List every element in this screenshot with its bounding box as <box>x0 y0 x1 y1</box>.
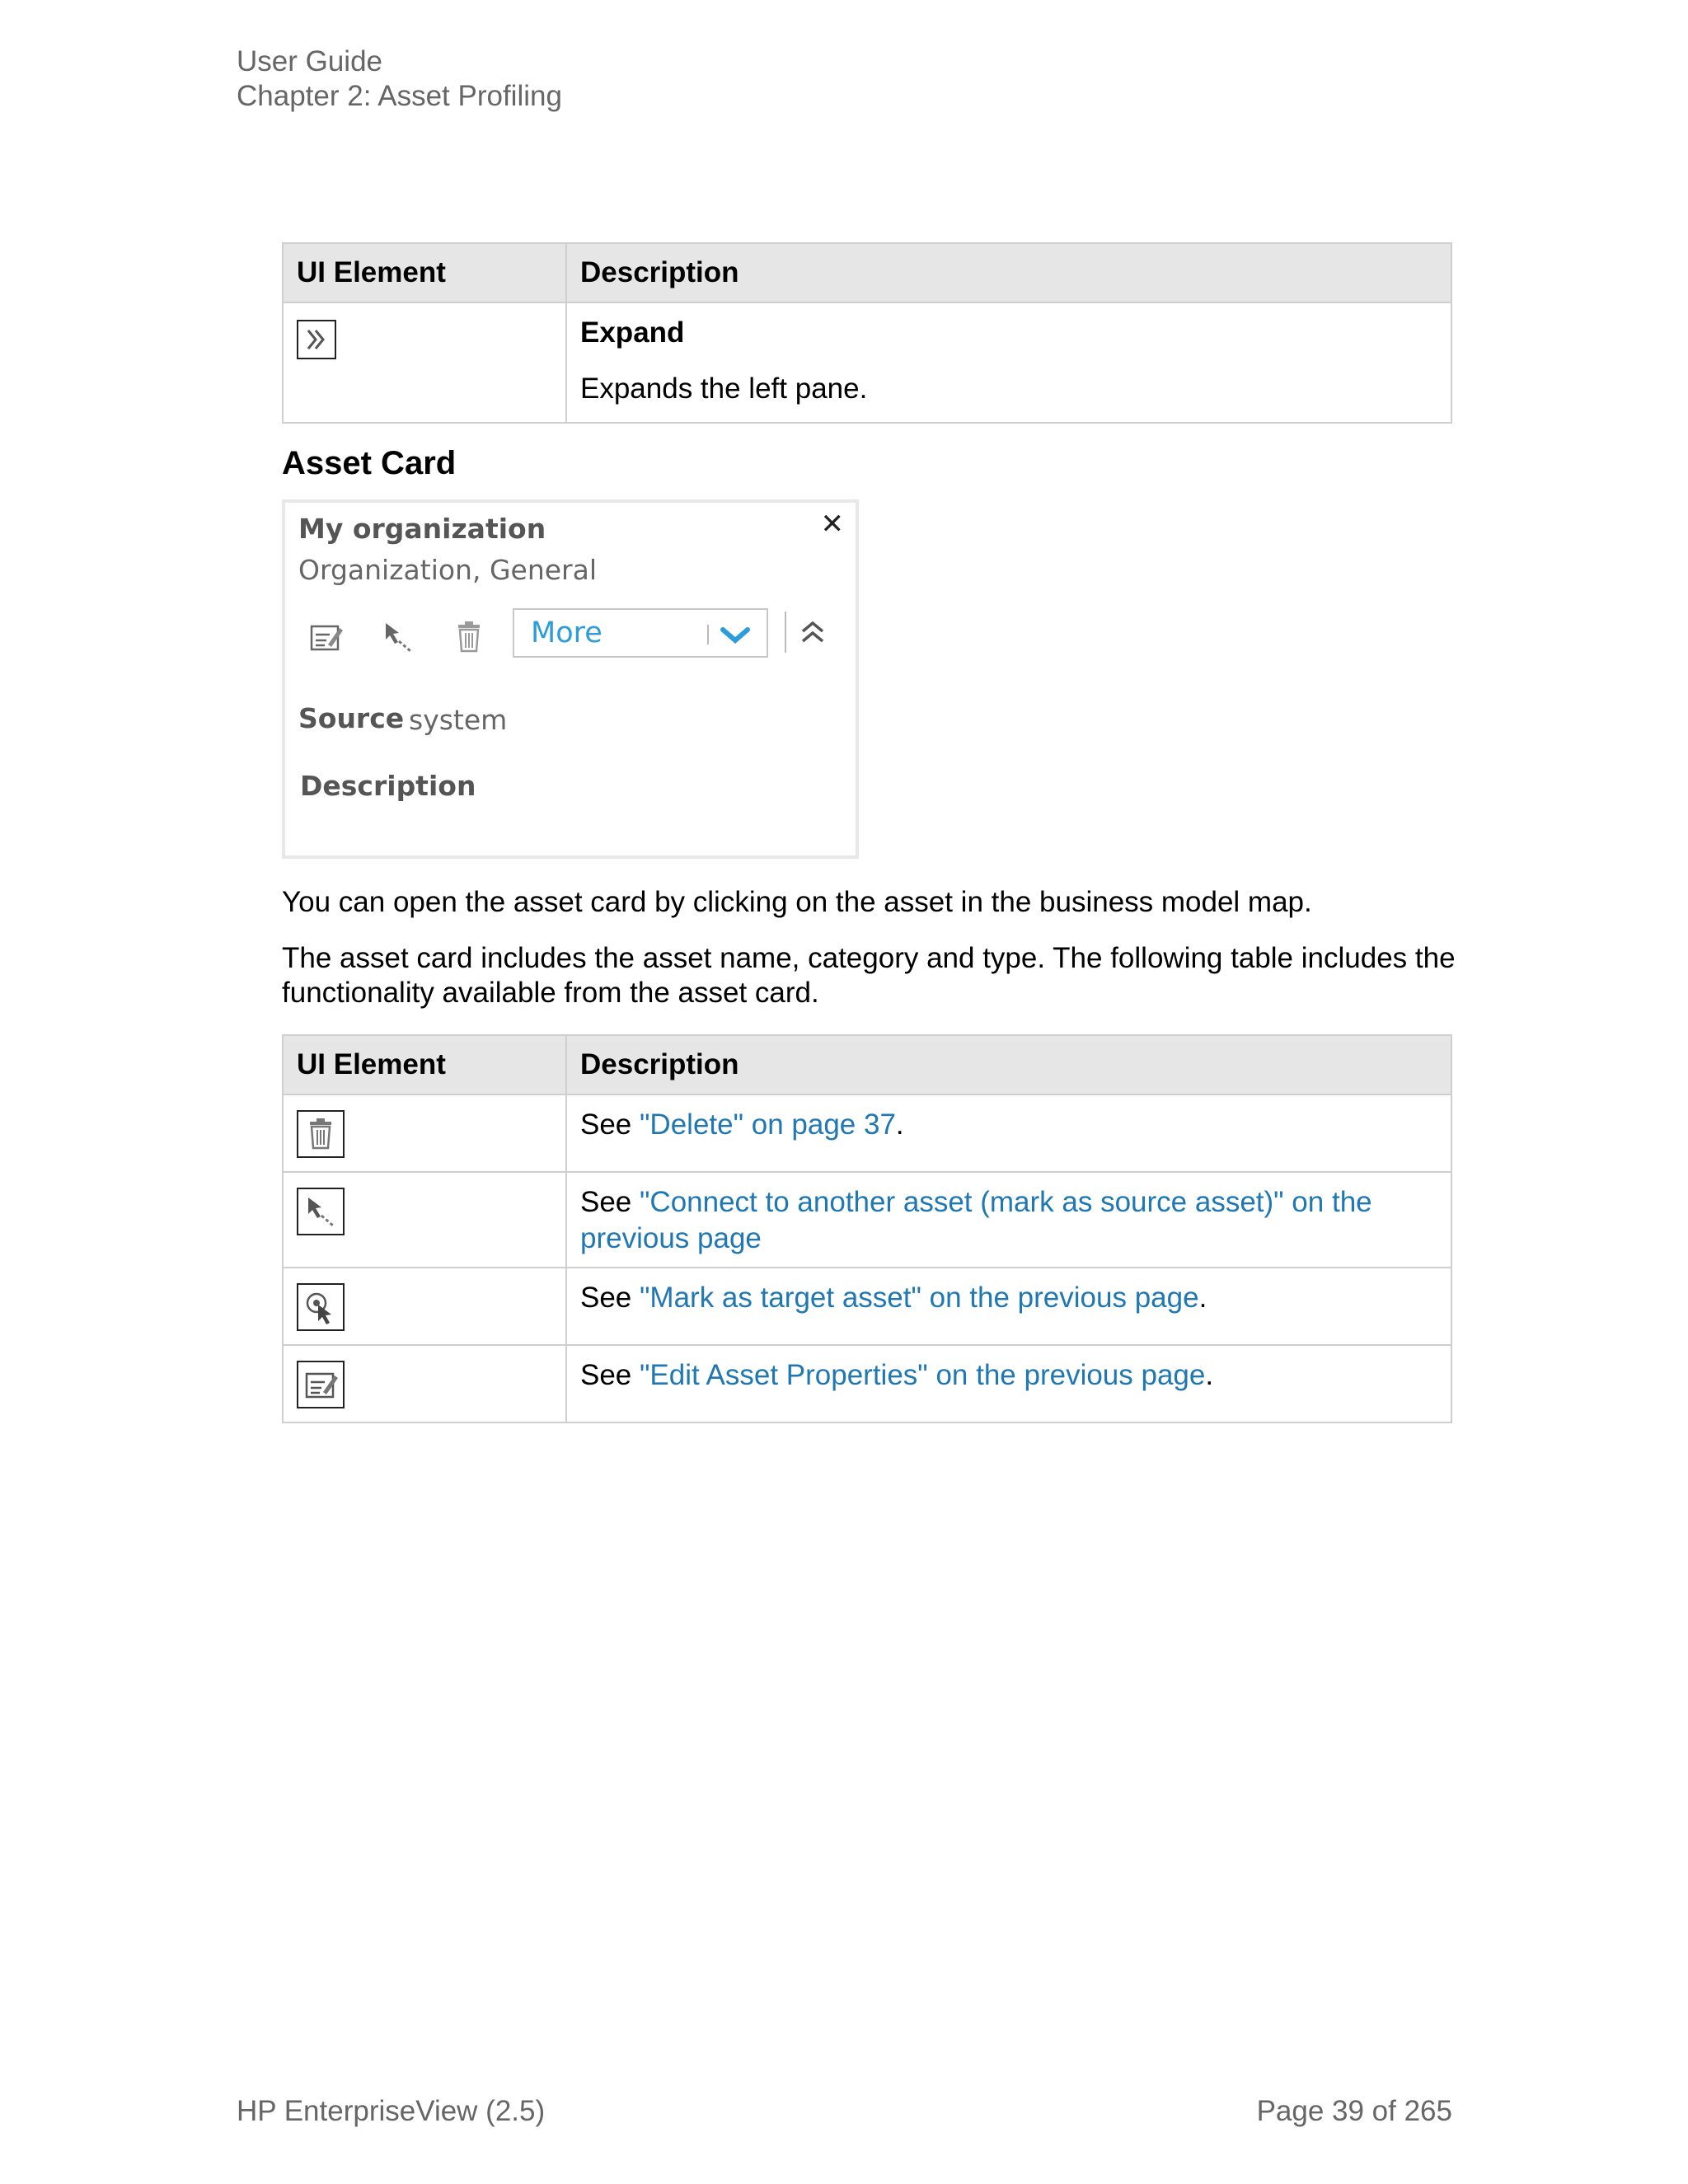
asset-card <box>282 499 859 859</box>
table-row <box>283 302 1451 423</box>
asset-card-functions-table <box>282 1034 1452 1423</box>
col-header-ui-element: UI Element <box>283 243 566 302</box>
header-chapter: Chapter 2: Asset Profiling <box>237 80 562 112</box>
more-label: More <box>531 616 603 649</box>
description-label: Description <box>300 770 476 802</box>
col-header-ui-element: UI Element <box>283 1035 566 1094</box>
source-label: Source <box>298 702 405 734</box>
delete-icon[interactable] <box>448 616 490 658</box>
connect-source-icon[interactable] <box>377 616 419 658</box>
connect-source-icon <box>297 1188 345 1235</box>
paragraph: The asset card includes the asset name, category and type. The following table includes the functionality available from the asset card. <box>282 942 1456 1009</box>
paragraph: You can open the asset card by clicking on the asset in the business model map. <box>282 886 1312 918</box>
table-row: See "Delete" on page 37. <box>283 1094 1451 1172</box>
header-doc-title: User Guide <box>237 45 383 77</box>
collapse-up-icon[interactable] <box>796 616 829 653</box>
running-header <box>237 45 562 114</box>
link-mark-as-target[interactable]: "Mark as target asset" on the previous page <box>640 1282 1199 1314</box>
edit-properties-icon <box>297 1361 345 1408</box>
link-connect-to-another-asset[interactable]: "Connect to another asset (mark as source asset)" on the previous page <box>580 1186 1372 1254</box>
table-row: See "Mark as target asset" on the previous page. <box>283 1268 1451 1345</box>
table-row: See "Edit Asset Properties" on the previous page. <box>283 1345 1451 1422</box>
delete-icon <box>297 1110 345 1158</box>
mark-target-icon <box>297 1283 345 1331</box>
col-header-description: Description <box>566 1035 1451 1094</box>
section-title: Asset Card <box>282 445 457 481</box>
asset-name: My organization <box>298 513 546 545</box>
col-header-description: Description <box>566 243 1451 302</box>
source-value: system <box>409 704 508 736</box>
more-dropdown[interactable] <box>513 608 768 658</box>
asset-category: Organization, General <box>298 554 598 586</box>
link-delete[interactable]: "Delete" on page 37 <box>640 1108 896 1141</box>
chevron-down-icon <box>719 625 752 649</box>
footer-page-number: Page 39 of 265 <box>1256 2095 1452 2127</box>
close-icon[interactable]: ✕ <box>820 508 844 541</box>
footer-product: HP EnterpriseView (2.5) <box>237 2095 546 2127</box>
link-edit-asset-properties[interactable]: "Edit Asset Properties" on the previous page <box>640 1359 1206 1391</box>
row-description: Expands the left pane. <box>580 373 868 405</box>
edit-properties-icon[interactable] <box>305 616 346 658</box>
row-title: Expand <box>580 316 685 349</box>
table-row: See "Connect to another asset (mark as source asset)" on the previous page <box>283 1172 1451 1268</box>
expand-icon <box>297 320 336 359</box>
expand-table <box>282 242 1452 424</box>
